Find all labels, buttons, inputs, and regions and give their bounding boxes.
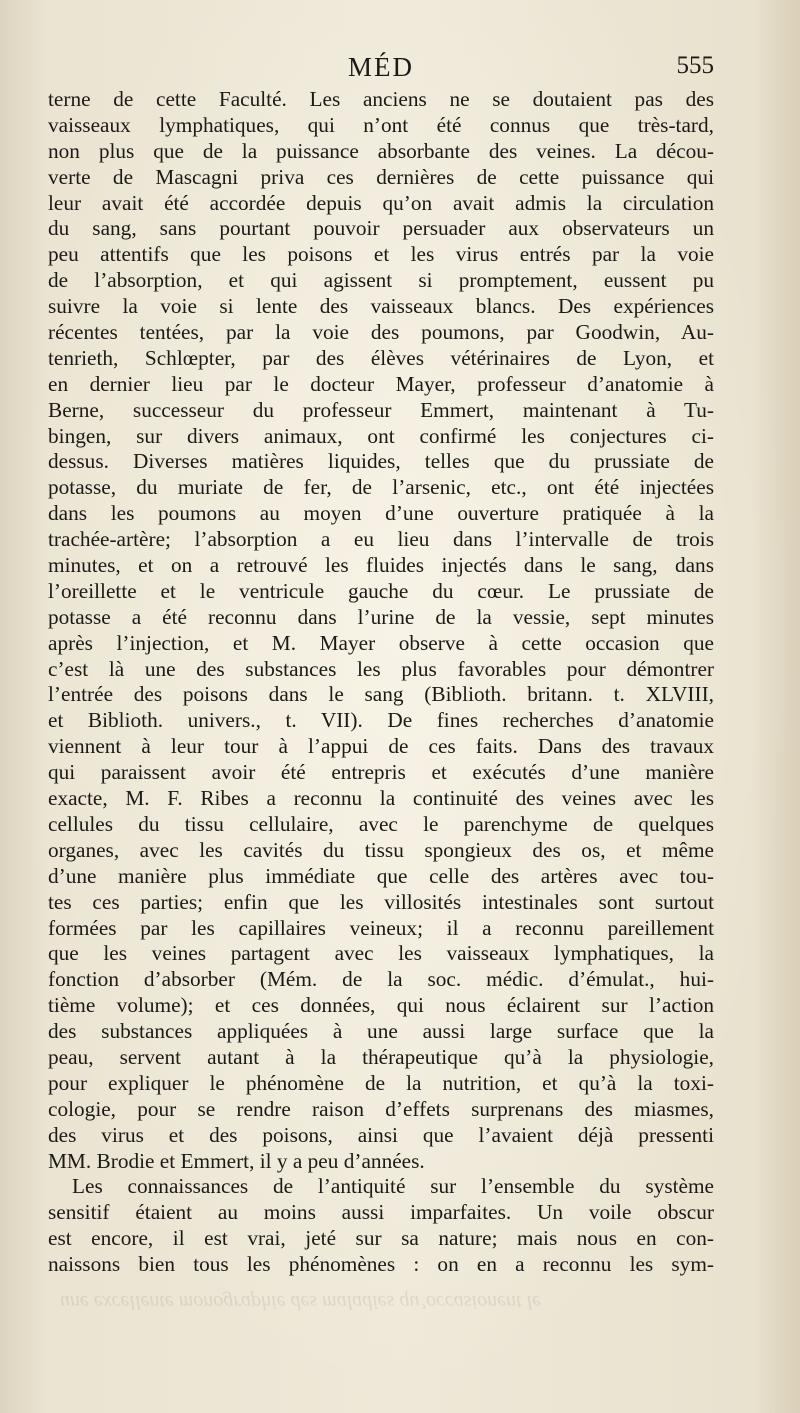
paragraph [48, 87, 714, 1174]
text-line: dessus. Diverses matières liquides, telles que du prussiate de [48, 449, 714, 474]
text-line: des virus et des poisons, ainsi que l’avaient déjà pressenti [48, 1122, 714, 1147]
text-line: fonction d’absorber (Mém. de la soc. médic. d’émulat., hui- [48, 967, 714, 992]
text-line: l’oreillette et le ventricule gauche du cœur. Le prussiate de [48, 578, 714, 603]
text-line: peu attentifs que les poisons et les virus entrés par la voie [48, 242, 714, 267]
text-line: minutes, et on a retrouvé les fluides injectés dans le sang, dans [48, 553, 714, 578]
text-line: c’est là une des substances les plus favorables pour démontrer [48, 656, 714, 681]
text-line: d’une manière plus immédiate que celle des artères avec tou- [48, 863, 714, 888]
text-line: cologie, pour se rendre raison d’effets surprenans des miasmes, [48, 1096, 714, 1121]
text-line: bingen, sur divers animaux, ont confirmé les conjectures ci- [48, 423, 714, 448]
text-line: terne de cette Faculté. Les anciens ne se doutaient pas des [48, 87, 714, 111]
text-line: viennent à leur tour à l’appui de ces faits. Dans des travaux [48, 734, 714, 759]
body-text [48, 87, 714, 1278]
text-line: tes ces parties; enfin que les villosités intestinales sont surtout [48, 889, 714, 914]
text-line: qui paraissent avoir été entrepris et exécutés d’une manière [48, 760, 714, 785]
running-head: MÉD [348, 52, 414, 82]
text-line: tième volume); et ces données, qui nous éclairent sur l’action [48, 993, 714, 1018]
text-line: verte de Mascagni priva ces dernières de cette puissance qui [48, 164, 714, 189]
text-line: Les connaissances de l’antiquité sur l’ensemble du système [72, 1174, 714, 1199]
text-line: vaisseaux lymphatiques, qui n’ont été connus que très-tard, [48, 112, 714, 137]
text-line: leur avait été accordée depuis qu’on avait admis la circulation [48, 190, 714, 215]
text-line: exacte, M. F. Ribes a reconnu la continuité des veines avec les [48, 786, 714, 811]
text-line: que les veines partagent avec les vaisseaux lymphatiques, la [48, 941, 714, 966]
text-line: récentes tentées, par la voie des poumons, par Goodwin, Au- [48, 320, 714, 345]
text-line: est encore, il est vrai, jeté sur sa nature; mais nous en con- [48, 1226, 714, 1251]
text-line: potasse, du muriate de fer, de l’arsenic, etc., ont été injectées [48, 475, 714, 500]
text-line: dans les poumons au moyen d’une ouverture pratiquée à la [48, 501, 714, 526]
text-line: trachée-artère; l’absorption a eu lieu dans l’intervalle de trois [48, 527, 714, 552]
text-line: sensitif étaient au moins aussi imparfaites. Un voile obscur [48, 1200, 714, 1225]
bleed-through-text: une excellente monographie des maladies qu’occasionent le [60, 1291, 541, 1313]
text-line: pour expliquer le phénomène de la nutrition, et qu’à la toxi- [48, 1070, 714, 1095]
text-line: naissons bien tous les phénomènes : on en a reconnu les sym- [48, 1252, 714, 1277]
text-line: organes, avec les cavités du tissu spongieux des os, et même [48, 837, 714, 862]
text-line: l’entrée des poisons dans le sang (Biblioth. britann. t. XLVIII, [48, 682, 714, 707]
paragraph [48, 1174, 714, 1278]
text-line: non plus que de la puissance absorbante des veines. La décou- [48, 138, 714, 163]
page-header [48, 52, 714, 86]
text-line: formées par les capillaires veineux; il a reconnu pareillement [48, 915, 714, 940]
text-line: du sang, sans pourtant pouvoir persuader aux observateurs un [48, 216, 714, 241]
text-line: des substances appliquées à une aussi large surface que la [48, 1019, 714, 1044]
text-line: et Biblioth. univers., t. VII). De fines recherches d’anatomie [48, 708, 714, 733]
text-line: peau, servent autant à la thérapeutique qu’à la physiologie, [48, 1044, 714, 1069]
text-line: après l’injection, et M. Mayer observe à cette occasion que [48, 630, 714, 655]
text-line: tenrieth, Schlœpter, par des élèves vétérinaires de Lyon, et [48, 345, 714, 370]
text-line: MM. Brodie et Emmert, il y a peu d’années. [48, 1148, 425, 1173]
page-number: 555 [676, 52, 714, 79]
text-line: en dernier lieu par le docteur Mayer, professeur d’anatomie à [48, 371, 714, 396]
text-line: cellules du tissu cellulaire, avec le parenchyme de quelques [48, 811, 714, 836]
text-line: de l’absorption, et qui agissent si promptement, eussent pu [48, 268, 714, 293]
text-line: suivre la voie si lente des vaisseaux blancs. Des expériences [48, 294, 714, 319]
text-line: potasse a été reconnu dans l’urine de la vessie, sept minutes [48, 604, 714, 629]
text-line: Berne, successeur du professeur Emmert, maintenant à Tu- [48, 397, 714, 422]
